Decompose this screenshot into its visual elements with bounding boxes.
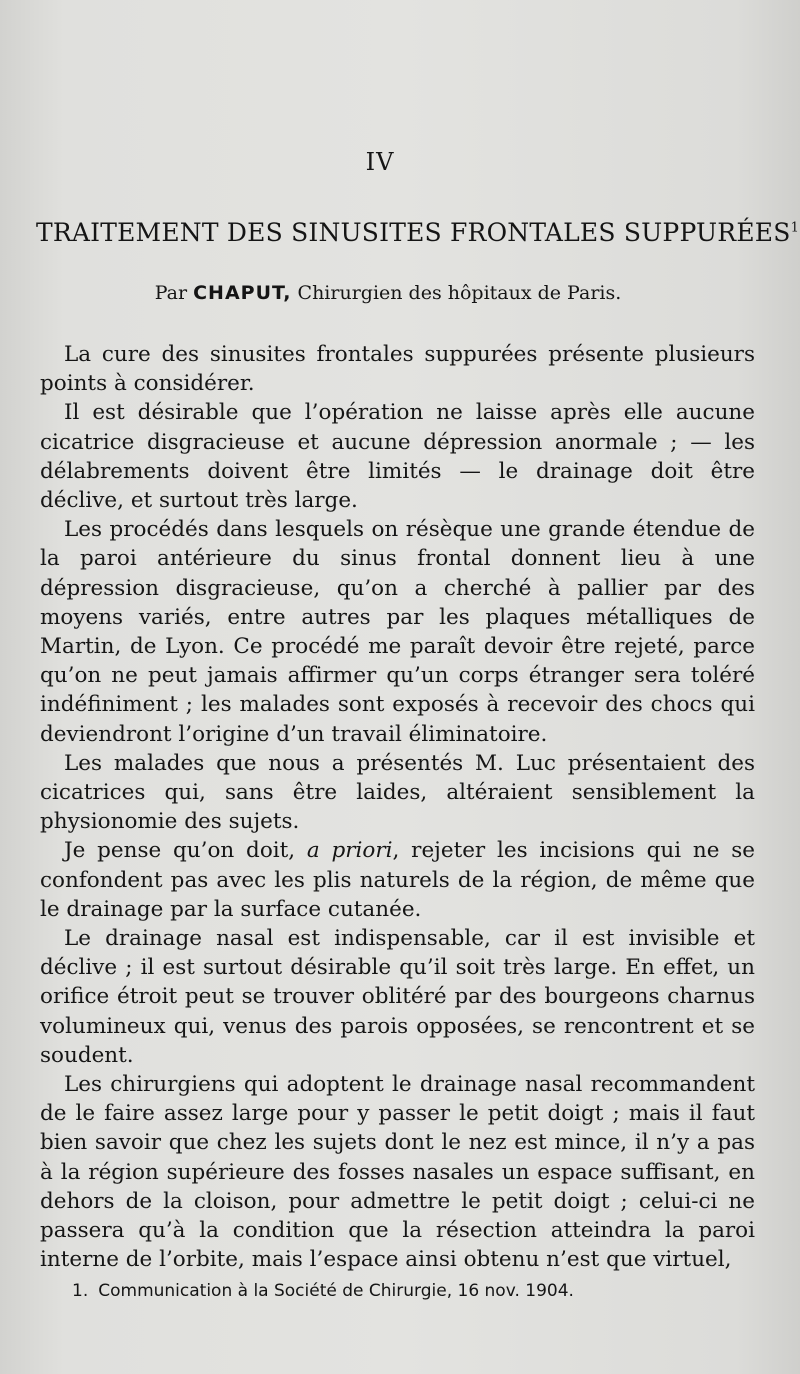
paragraph-3: Les procédés dans lesquels on résèque une grande étendue de la paroi antérieure du sinus frontal donnent lieu à une dépression disgracieuse, qu’on a cherché à pallier par des moyens variés, entre autres par les plaques métalliques de Martin, de Lyon. Ce procédé me paraît devoir être rejeté, parce qu’on ne peut jamais affirmer qu’un corps étranger sera toléré indéfiniment ; les malades sont exposés à recevoir des chocs qui deviendront l’origine d’un travail éliminatoire. bbox=[40, 517, 755, 747]
author-name: CHAPUT, bbox=[193, 282, 292, 304]
article-body bbox=[40, 340, 755, 1275]
footnote-number: 1. bbox=[72, 1281, 89, 1301]
footnote bbox=[72, 1281, 722, 1301]
footnote-reference-mark: 1 bbox=[790, 220, 800, 236]
chapter-number: IV bbox=[365, 148, 395, 176]
author-role: Chirurgien des hôpitaux de Paris. bbox=[297, 282, 622, 304]
paragraph-1: La cure des sinusites frontales suppurées présente plusieurs points à considérer. bbox=[40, 342, 755, 397]
paragraph-6: Le drainage nasal est indispensable, car il est invisible et déclive ; il est surtout désirable qu’il soit très large. En effet, un orifice étroit peut se trouver oblitéré par des bourgeons charnus volumineux qui, venus des parois opposées, se rencontrent et se soudent. bbox=[40, 926, 755, 1068]
latin-phrase: a priori bbox=[306, 838, 393, 864]
paragraph-4: Les malades que nous a présentés M. Luc présentaient des cicatrices qui, sans être laides, altéraient sensiblement la physionomie des sujets. bbox=[40, 750, 755, 835]
footnote-text: Communication à la Société de Chirurgie, 16 nov. 1904. bbox=[98, 1281, 574, 1301]
paragraph-7: Les chirurgiens qui adoptent le drainage nasal recommandent de le faire assez large pour y passer le petit doigt ; mais il faut bien savoir que chez les sujets dont le nez est mince, il n’y a pas à la région supérieure des fosses nasales un espace suffisant, en dehors de la cloison, pour admettre le petit doigt ; celui-ci ne passera qu’à la condition que la résection atteindra la paroi interne de l’orbite, mais l’espace ainsi obtenu n’est que virtuel, bbox=[40, 1072, 755, 1273]
paragraph-2: Il est désirable que l’opération ne laisse après elle aucune cicatrice disgracieuse et aucune dépression anormale ; — les délabrements doivent être limités — le drainage doit être déclive, et surtout très large. bbox=[40, 400, 755, 514]
byline-prefix: Par bbox=[154, 282, 188, 304]
paragraph-5 bbox=[40, 836, 755, 924]
article-title-text: TRAITEMENT DES SINUSITES FRONTALES SUPPURÉES bbox=[36, 218, 791, 247]
article-title bbox=[36, 218, 800, 247]
paragraph-5-end: , rejeter les incisions qui ne se confondent pas avec les plis naturels de la région, de même que le drainage par la surface cutanée. bbox=[40, 838, 756, 922]
paragraph-5-start: Je pense qu’on doit, bbox=[64, 838, 307, 864]
byline bbox=[0, 282, 776, 304]
